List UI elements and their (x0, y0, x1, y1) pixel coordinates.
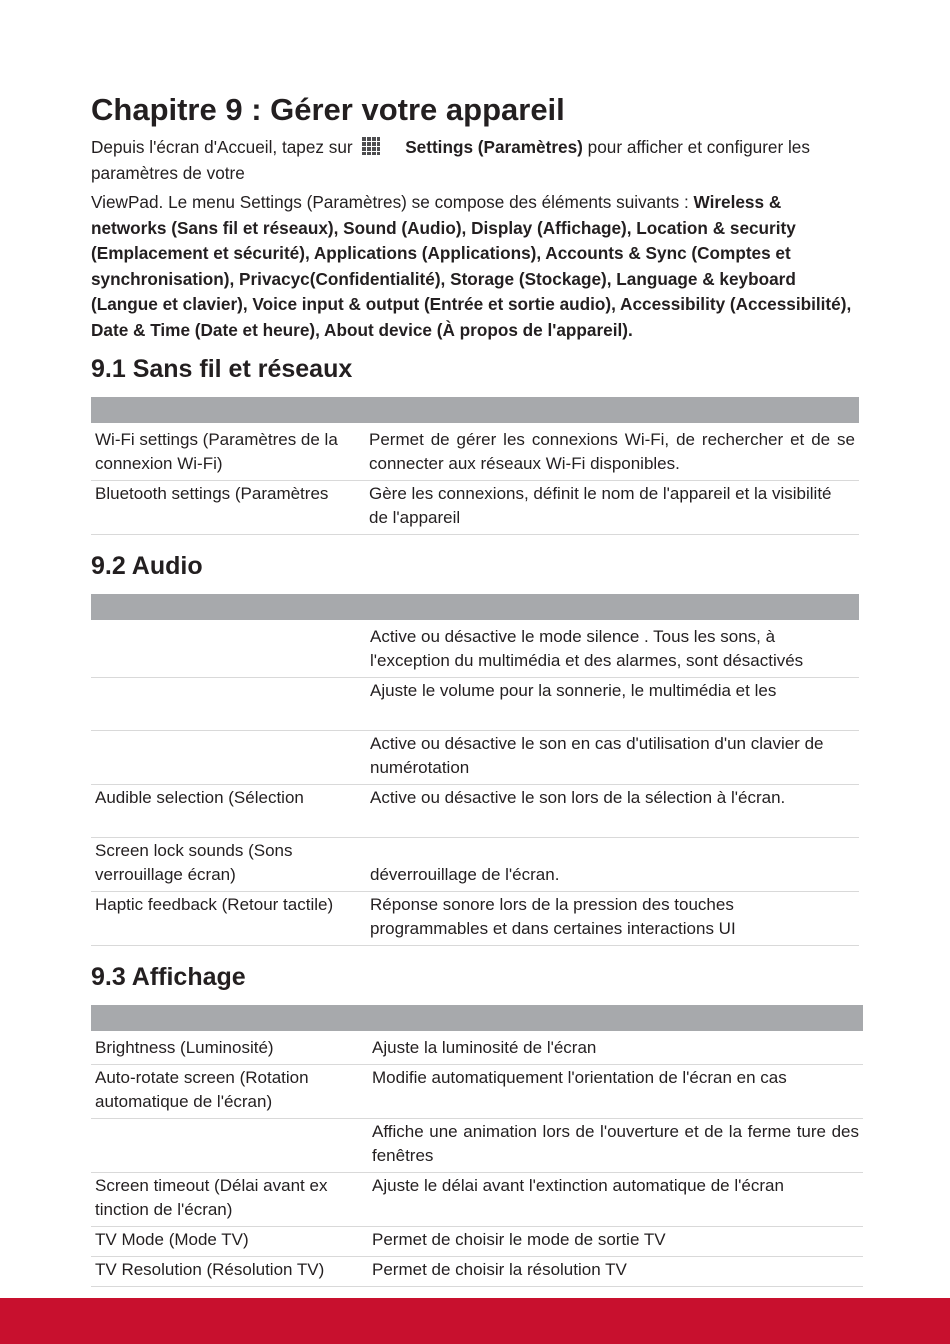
chapter-title: Chapitre 9 : Gérer votre appareil (91, 92, 565, 127)
table-row (91, 1173, 863, 1227)
table-row (91, 785, 859, 838)
setting-description-text: Ajuste le volume pour la sonnerie, le multimédia et les (370, 681, 777, 700)
wireless-table (91, 427, 859, 535)
setting-name (91, 731, 366, 785)
setting-description: Permet de choisir le mode de sortie TV (368, 1227, 863, 1257)
setting-name: TV Mode (Mode TV) (91, 1227, 368, 1257)
table-row (91, 481, 859, 535)
table-header-bar (91, 1005, 863, 1031)
setting-description: Affiche une animation lors de l'ouverture et de la ferme ture des fenêtres (368, 1119, 863, 1173)
section-title-audio: 9.2 Audio (91, 552, 203, 580)
setting-description: Active ou désactive le son lors de la sélection à l'écran. (366, 785, 859, 838)
setting-name (91, 678, 366, 731)
table-row (91, 427, 859, 481)
setting-name: Screen timeout (Délai avant ex tinction de l'écran) (91, 1173, 368, 1227)
settings-label: Settings (Paramètres) (405, 137, 583, 157)
audio-table (91, 624, 859, 946)
setting-name: TV Resolution (Résolution TV) (91, 1257, 368, 1287)
setting-name: Brightness (Luminosité) (91, 1035, 368, 1065)
setting-description: Active ou désactive le son en cas d'utilisation d'un clavier de numérotation (366, 731, 859, 785)
setting-description: Ajuste le délai avant l'extinction automatique de l'écran (368, 1173, 863, 1227)
setting-description: Permet de choisir la résolution TV (368, 1257, 863, 1287)
setting-name (91, 1119, 368, 1173)
section-title-wireless: 9.1 Sans fil et réseaux (91, 355, 353, 383)
table-row (91, 1065, 863, 1119)
intro-paragraph-1 (91, 135, 859, 186)
table-row (91, 731, 859, 785)
table-header-bar (91, 594, 859, 620)
table-row (91, 1119, 863, 1173)
table-row (91, 1227, 863, 1257)
setting-description: Modifie automatiquement l'orientation de l'écran en cas (368, 1065, 863, 1119)
table-row (91, 892, 859, 946)
intro-text-after: pour afficher et configurer les paramètres de votre (91, 137, 810, 183)
setting-description-text: déverrouillage de l'écran. (370, 865, 560, 884)
setting-name-text: Audible selection (Sélection (95, 788, 304, 807)
setting-description: Réponse sonore lors de la pression des touches programmables et dans certaines interactions UI (366, 892, 859, 946)
setting-description: Ajuste la luminosité de l'écran (368, 1035, 863, 1065)
table-row (91, 838, 859, 892)
intro-paragraph-2 (91, 190, 859, 343)
setting-description: Permet de gérer les connexions Wi-Fi, de rechercher et de se connecter aux réseaux Wi-Fi disponibles. (365, 427, 859, 481)
page-content (91, 92, 859, 1287)
setting-name (91, 785, 366, 838)
intro-menu-text: ViewPad. Le menu Settings (Paramètres) se compose des éléments suivants : (91, 192, 694, 212)
table-row (91, 1035, 863, 1065)
setting-description (366, 838, 859, 892)
table-row (91, 1257, 863, 1287)
intro-text-before-icon: Depuis l'écran d'Accueil, tapez sur (91, 137, 353, 157)
footer-bar (0, 1298, 950, 1344)
apps-grid-icon (360, 135, 382, 157)
table-row (91, 678, 859, 731)
setting-name: Wi-Fi settings (Paramètres de la connexion Wi-Fi) (91, 427, 365, 481)
table-row (91, 624, 859, 678)
setting-description: Active ou désactive le mode silence . Tous les sons, à l'exception du multimédia et des alarmes, sont désactivés (366, 624, 859, 678)
setting-name: Haptic feedback (Retour tactile) (91, 892, 366, 946)
display-table (91, 1035, 863, 1287)
section-title-display: 9.3 Affichage (91, 963, 246, 991)
intro-menu-items: Wireless & networks (Sans fil et réseaux), Sound (Audio), Display (Affichage), Location & security (Emplacement et sécurité), Applications (Applications), Accounts & Sync (Comptes et synchronisation), Privacyc(Confidentialité), Storage (Stockage), Language & keyboard (Langue et clavier), Voice input & output (Entrée et sortie audio), Accessibility (Accessibilité), Date & Time (Date et heure), About device (À propos de l'appareil). (91, 192, 852, 340)
setting-description: Gère les connexions, définit le nom de l'appareil et la visibilité de l'appareil (365, 481, 859, 535)
setting-name: Screen lock sounds (Sons verrouillage écran) (91, 838, 366, 892)
setting-name: Auto-rotate screen (Rotation automatique de l'écran) (91, 1065, 368, 1119)
setting-description (366, 678, 859, 731)
setting-name: Bluetooth settings (Paramètres (91, 481, 365, 535)
table-header-bar (91, 397, 859, 423)
setting-name (91, 624, 366, 678)
